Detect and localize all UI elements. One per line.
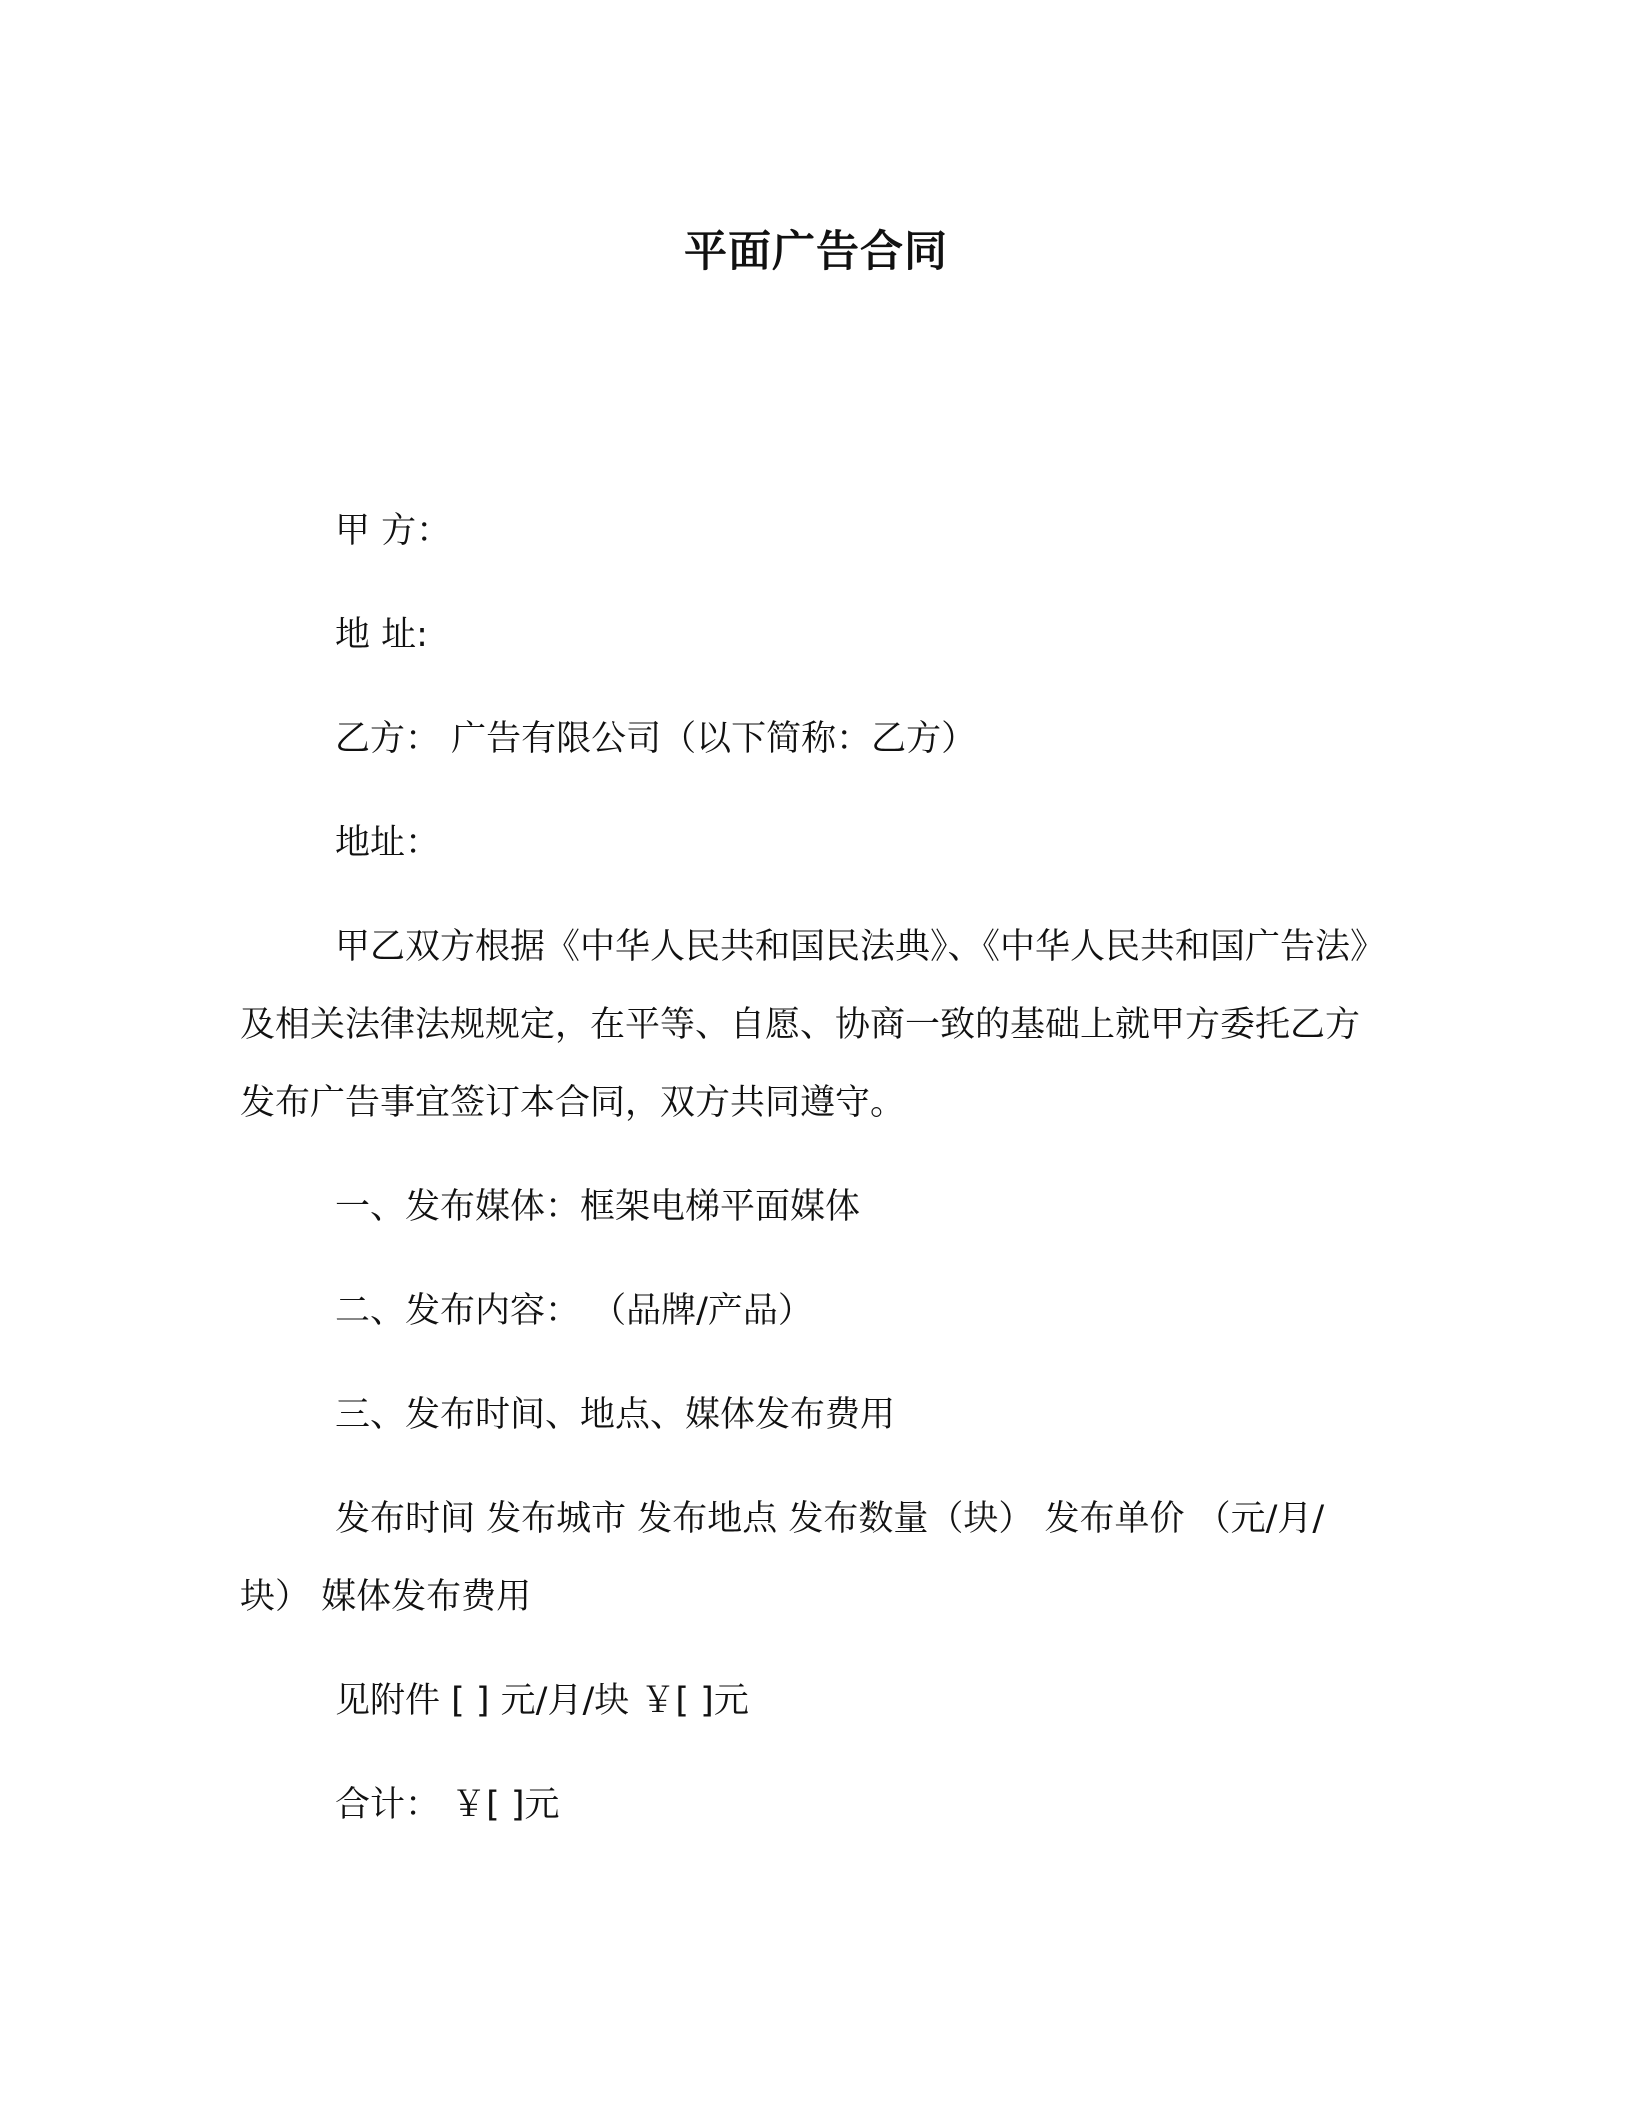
clause-1-media: 一、发布媒体：框架电梯平面媒体 <box>335 1187 861 1227</box>
party-a-line: 甲 方： <box>335 511 452 551</box>
clause-3-heading: 三、发布时间、地点、媒体发布费用 <box>335 1395 896 1435</box>
preamble-paragraph: 甲乙双方根据《中华人民共和国民法典》、《中华人民共和国广告法》及相关法律法规规定，在平等、自愿、协商一致的基础上就甲方委托乙方发布广告事宜签订本合同，双方共同遵守。 <box>240 927 1368 1123</box>
fee-total: 合计： ￥[ ]元 <box>335 1785 560 1825</box>
document-body <box>240 492 1384 1870</box>
fee-table-row: 见附件 [ ] 元/月/块 ￥[ ]元 <box>335 1681 749 1721</box>
document-title: 平面广告合同 <box>684 227 948 277</box>
party-a-address-line: 地 址: <box>335 615 428 655</box>
fee-table-header: 发布时间 发布城市 发布地点 发布数量（块） 发布单价 （元/月/块） 媒体发布费用 <box>240 1499 1325 1617</box>
party-b-address-line: 地址： <box>335 823 441 863</box>
clause-2-content: 二、发布内容： （品牌/产品） <box>335 1291 813 1331</box>
party-b-line: 乙方： 广告有限公司（以下简称：乙方） <box>335 719 977 759</box>
